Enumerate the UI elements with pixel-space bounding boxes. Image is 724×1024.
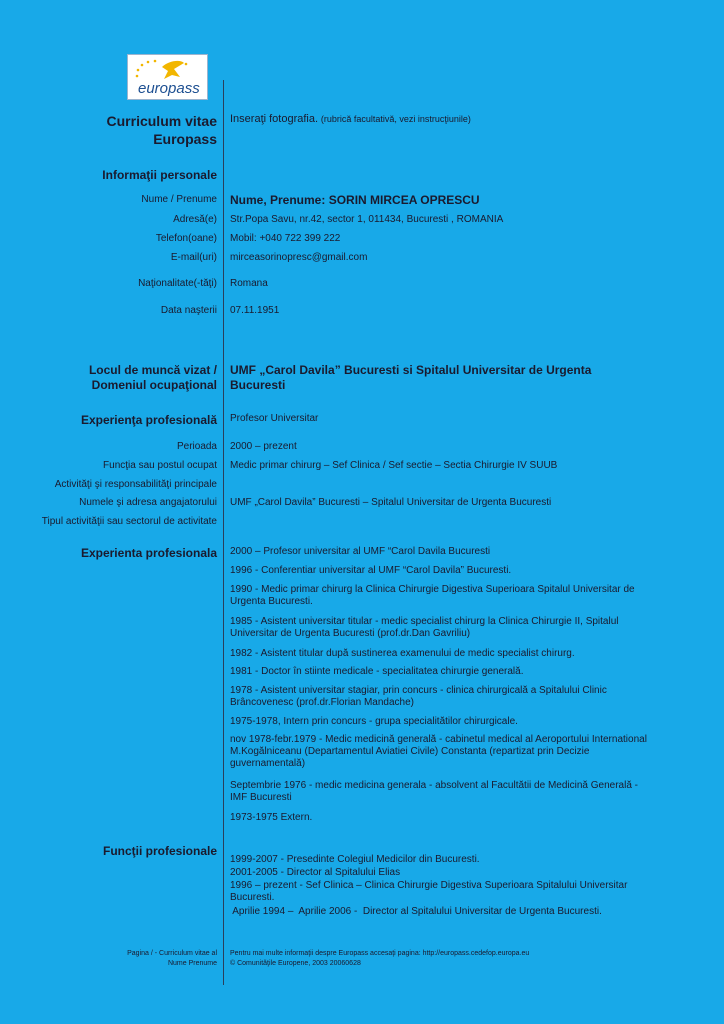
phone-value: Mobil: +040 722 399 222 <box>230 233 341 244</box>
function-label: Funcţia sau postul ocupat <box>103 460 217 471</box>
vertical-divider <box>223 80 224 985</box>
function-item: 2001-2005 - Director al Spitalului Elias <box>230 867 401 878</box>
experience-section-title: Experienţa profesională <box>80 413 217 427</box>
footer-right-line1: Pentru mai multe informaţii despre Europass accesaţi pagina: http://europass.cedefop.europa.eu <box>230 950 530 957</box>
employer-label: Numele şi adresa angajatorului <box>79 497 217 508</box>
nationality-label: Naţionalitate(-tăţi) <box>138 278 217 289</box>
photo-note-small: (rubrică facultativă, vezi instrucţiunile) <box>320 114 471 124</box>
phone-label: Telefon(oane) <box>155 233 217 244</box>
footer-left-line2: Nume Prenume <box>167 960 217 967</box>
experience-section-value: Profesor Universitar <box>230 413 319 424</box>
experience-item: 1981 - Doctor în stiinte medicale - specialitatea chirurgie generală. <box>230 666 524 677</box>
experience2-section-title: Experienta profesionala <box>80 546 217 560</box>
email-label: E-mail(uri) <box>170 252 217 263</box>
function-item: Aprilie 1994 – Aprilie 2006 - Director al Spitalului Universitar de Urgenta Bucuresti. <box>230 906 602 917</box>
photo-note-main: Inseraţi fotografia. <box>230 113 319 125</box>
workplace-label-line2: Domeniul ocupaţional <box>91 378 217 392</box>
footer-left-line1: Pagina / - Curriculum vitae al <box>127 950 217 957</box>
address-label: Adresă(e) <box>173 214 217 225</box>
nationality-value: Romana <box>230 278 268 289</box>
name-value: Nume, Prenume: SORIN MIRCEA OPRESCU <box>230 193 480 207</box>
workplace-label-line1: Locul de muncă vizat / <box>88 363 217 377</box>
experience-item: 1973-1975 Extern. <box>230 812 313 823</box>
photo-placeholder <box>230 113 471 125</box>
function-value: Medic primar chirurg – Sef Clinica / Sef sectie – Sectia Chirurgie IV SUUB <box>230 460 558 471</box>
experience-item: 1990 - Medic primar chirurg la Clinica Chirurgie Digestiva Superioara Spitalul Universitar de Urgenta Bucuresti. <box>230 584 635 607</box>
logo-text: europass <box>138 80 200 97</box>
experience-item: 1978 - Asistent universitar stagiar, prin concurs - clinica chirurgicală a Spitalului Clinic Brâncovenesc (prof.dr.Florian Mandache) <box>230 685 607 708</box>
personal-section-title: Informaţii personale <box>102 168 217 182</box>
period-value: 2000 – prezent <box>230 441 297 452</box>
experience-item: 1975-1978, Intern prin concurs - grupa specialitătilor chirurgicale. <box>230 716 518 727</box>
experience-item: 2000 – Profesor universitar al UMF “Carol Davila Bucuresti <box>230 546 491 557</box>
name-label: Nume / Prenume <box>141 194 217 205</box>
europass-logo <box>127 54 208 100</box>
address-value: Str.Popa Savu, nr.42, sector 1, 011434, Bucuresti , ROMANIA <box>230 214 504 225</box>
experience-item: 1985 - Asistent universitar titular - medic specialist chirurg la Clinica Chirurgie II, Spitalul Universitar de Urgenta Bucuresti (prof.dr.Dan Gavriliu) <box>230 616 619 639</box>
cv-title: Curriculum vitae <box>106 113 217 129</box>
experience-item: 1996 - Conferentiar universitar al UMF “Carol Davila” Bucuresti. <box>230 565 512 576</box>
birth-value: 07.11.1951 <box>230 305 280 316</box>
experience-item: nov 1978-febr.1979 - Medic medicină generală - cabinetul medical al Aeroportului International M.Kogălniceanu (Departamentul Aviatiei Civile) Constanta (repartizat prin Decizie guvernamentală) <box>230 734 647 769</box>
period-label: Perioada <box>176 441 217 452</box>
activity-type-label: Tipul activităţii sau sectorul de activitate <box>41 516 217 527</box>
cv-subtitle: Europass <box>153 131 217 147</box>
experience-item: Septembrie 1976 - medic medicina generala - absolvent al Facultătii de Medicină Generală - IMF Bucuresti <box>230 780 638 803</box>
employer-value: UMF „Carol Davila” Bucuresti – Spitalul Universitar de Urgenta Bucuresti <box>230 497 552 508</box>
email-value: mirceasorinopresc@gmail.com <box>230 252 368 263</box>
experience-item: 1982 - Asistent titular după sustinerea examenului de medic specialist chirurg. <box>230 648 575 659</box>
footer-right-line2: © Comunităţile Europene, 2003 20060628 <box>230 960 361 967</box>
function-item: 1999-2007 - Presedinte Colegiul Medicilor din Bucuresti. <box>230 854 480 865</box>
birth-label: Data naşterii <box>160 305 217 316</box>
functions-section-title: Funcţii profesionale <box>102 844 217 858</box>
function-item: 1996 – prezent - Sef Clinica – Clinica Chirurgie Digestiva Superioara Spitalului Universitar Bucuresti. <box>230 880 628 903</box>
activities-label: Activităţi şi responsabilităţi principale <box>54 479 217 490</box>
workplace-value: UMF „Carol Davila” Bucuresti si Spitalul Universitar de Urgenta Bucuresti <box>230 363 592 392</box>
